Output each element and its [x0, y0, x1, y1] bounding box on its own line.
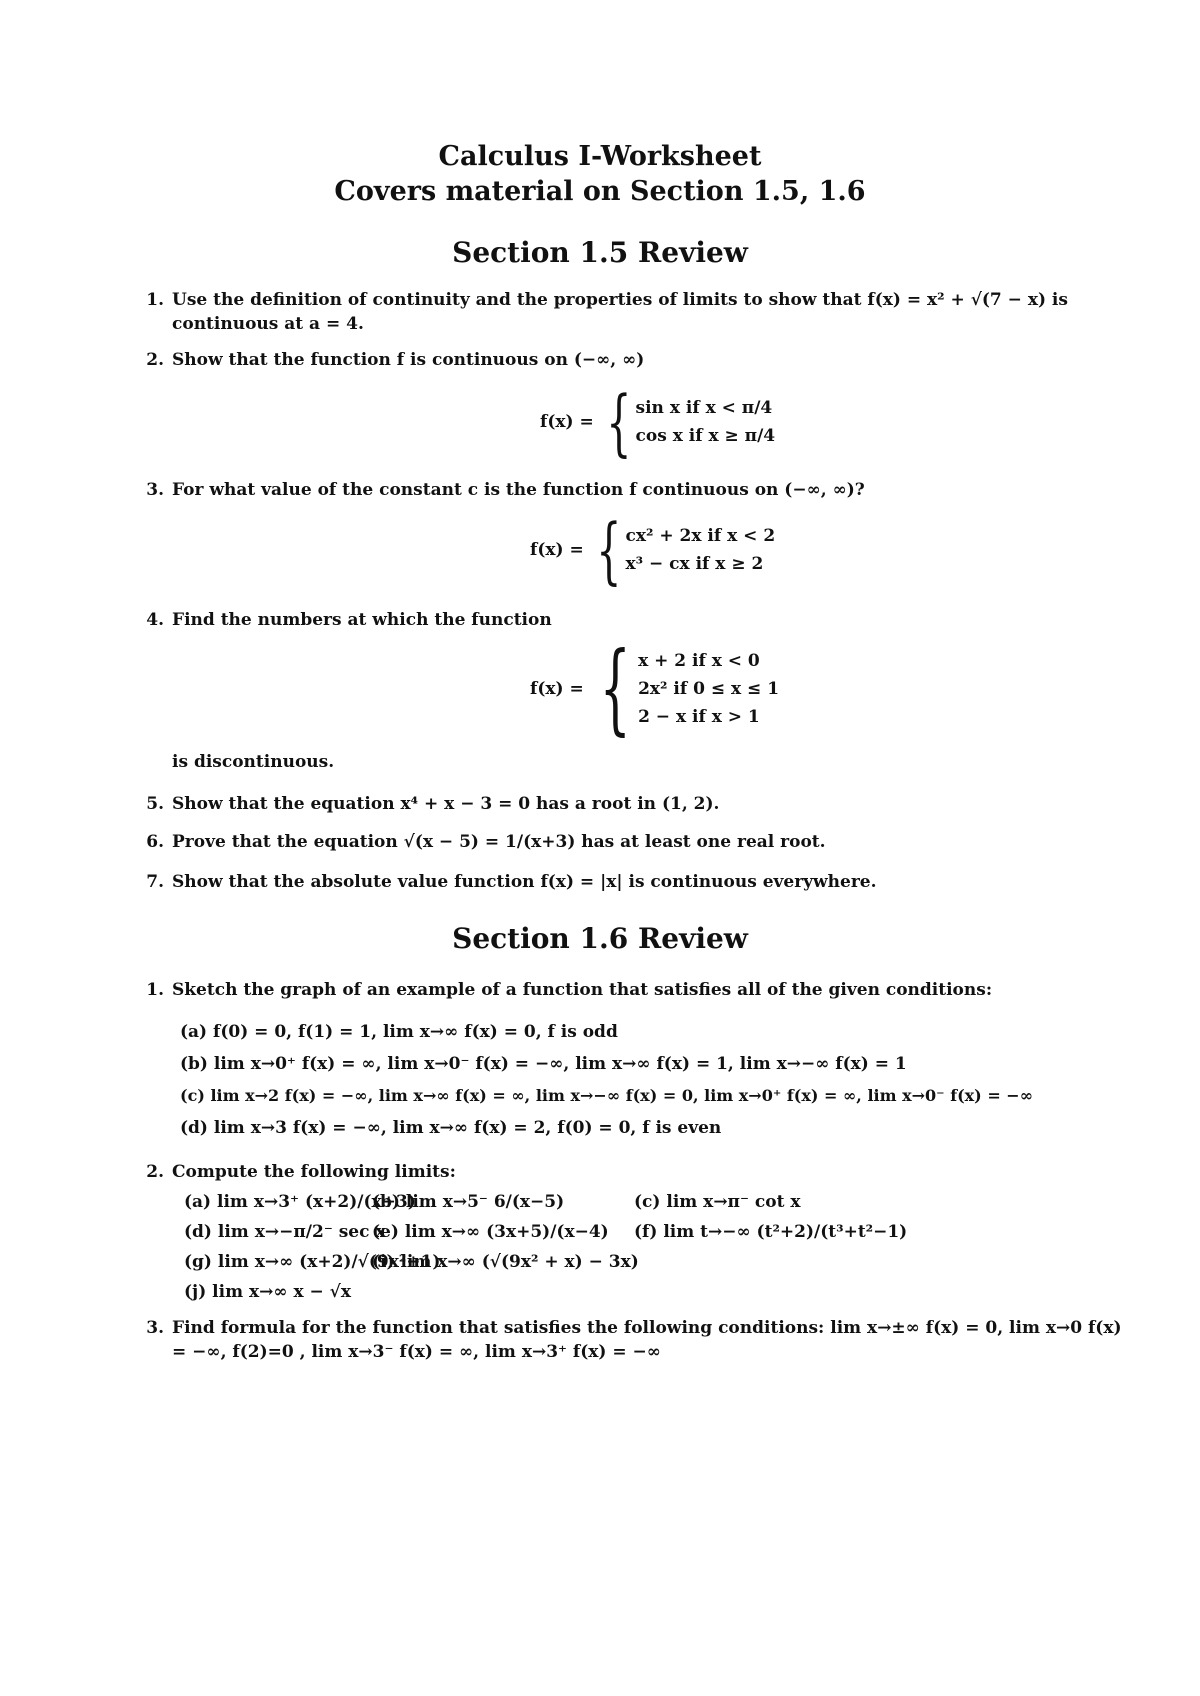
- question-number: 7.: [146, 872, 164, 892]
- limit-a: (a) lim x→3⁺ (x+2)/(x+3): [184, 1192, 416, 1212]
- case-row: sin x if x < π/4: [635, 398, 773, 418]
- formula-lhs: f(x) =: [540, 412, 594, 432]
- limit-b: (b) lim x→5⁻ 6/(x−5): [372, 1192, 565, 1212]
- part-a: (a) f(0) = 0, f(1) = 1, lim x→∞ f(x) = 0, f is odd: [180, 1022, 618, 1042]
- limit-j: (j) lim x→∞ x − √x: [184, 1282, 351, 1302]
- piecewise-formula-4: [530, 632, 780, 746]
- question-number: 2.: [146, 1162, 164, 1182]
- question-text: Show that the equation x⁴ + x − 3 = 0 has a root in (1, 2).: [172, 794, 720, 814]
- piecewise-formula-2: [540, 380, 776, 464]
- question-number: 3.: [146, 1318, 164, 1338]
- case-row: x + 2 if x < 0: [638, 651, 760, 671]
- case-row: cx² + 2x if x < 2: [625, 526, 776, 546]
- piecewise-formula-3: [530, 508, 776, 592]
- question-text: Show that the absolute value function f(x) = |x| is continuous everywhere.: [172, 872, 877, 892]
- limit-f: (f) lim t→−∞ (t²+2)/(t³+t²−1): [634, 1222, 908, 1242]
- limit-d: (d) lim x→−π/2⁻ sec x: [184, 1222, 386, 1242]
- case-row: cos x if x ≥ π/4: [635, 426, 776, 446]
- limit-c: (c) lim x→π⁻ cot x: [634, 1192, 801, 1212]
- case-row: 2x² if 0 ≤ x ≤ 1: [638, 679, 780, 699]
- question-number: 6.: [146, 832, 164, 852]
- section-1-6-heading: Section 1.6 Review: [452, 922, 748, 955]
- question-text: Compute the following limits:: [172, 1162, 456, 1182]
- question-text: Show that the function f is continuous on (−∞, ∞): [172, 350, 645, 370]
- case-row: 2 − x if x > 1: [638, 707, 760, 727]
- formula-cases: [636, 394, 776, 450]
- question-text: For what value of the constant c is the function f continuous on (−∞, ∞)?: [172, 480, 865, 500]
- part-b: (b) lim x→0⁺ f(x) = ∞, lim x→0⁻ f(x) = −∞, lim x→∞ f(x) = 1, lim x→−∞ f(x) = 1: [180, 1054, 907, 1074]
- question-number: 4.: [146, 610, 164, 630]
- formula-cases: [638, 647, 779, 731]
- limit-e: (e) lim x→∞ (3x+5)/(x−4): [372, 1222, 609, 1242]
- question-text: is discontinuous.: [172, 752, 335, 772]
- question-number: 5.: [146, 794, 164, 814]
- part-d: (d) lim x→3 f(x) = −∞, lim x→∞ f(x) = 2, f(0) = 0, f is even: [180, 1118, 722, 1138]
- worksheet-title: Calculus I-Worksheet: [438, 141, 762, 172]
- left-brace: {: [599, 632, 631, 746]
- question-text: Find the numbers at which the function: [172, 610, 552, 630]
- formula-cases: [626, 522, 776, 578]
- question-number: 2.: [146, 350, 164, 370]
- question-text: Use the definition of continuity and the properties of limits to show that f(x) = x² + √(7 − x) is continuous at a = 4.: [172, 290, 1068, 334]
- question-text: Find formula for the function that satisfies the following conditions: lim x→±∞ f(x) = 0, lim x→0 f(x) = −∞, f(2)=0 , lim x→3⁻ f(x) = ∞, lim x→3⁺ f(x) = −∞: [172, 1318, 1122, 1362]
- case-row: x³ − cx if x ≥ 2: [625, 554, 764, 574]
- question-text: Prove that the equation √(x − 5) = 1/(x+3) has at least one real root.: [172, 832, 826, 852]
- part-c: (c) lim x→2 f(x) = −∞, lim x→∞ f(x) = ∞, lim x→−∞ f(x) = 0, lim x→0⁺ f(x) = ∞, lim x→0⁻ f(x) = −∞: [180, 1086, 1034, 1105]
- limit-i: (i) lim x→∞ (√(9x² + x) − 3x): [372, 1252, 639, 1272]
- question-text: Sketch the graph of an example of a function that satisfies all of the given conditions:: [172, 980, 993, 1000]
- formula-lhs: f(x) =: [530, 679, 584, 699]
- section-1-5-heading: Section 1.5 Review: [452, 236, 748, 269]
- formula-lhs: f(x) =: [530, 540, 584, 560]
- question-number: 1.: [146, 980, 164, 1000]
- limit-g: (g) lim x→∞ (x+2)/√(9x²+1): [184, 1252, 441, 1272]
- worksheet-subtitle: Covers material on Section 1.5, 1.6: [334, 176, 866, 207]
- question-number: 3.: [146, 480, 164, 500]
- left-brace: {: [596, 508, 622, 592]
- question-number: 1.: [146, 290, 164, 310]
- left-brace: {: [606, 380, 632, 464]
